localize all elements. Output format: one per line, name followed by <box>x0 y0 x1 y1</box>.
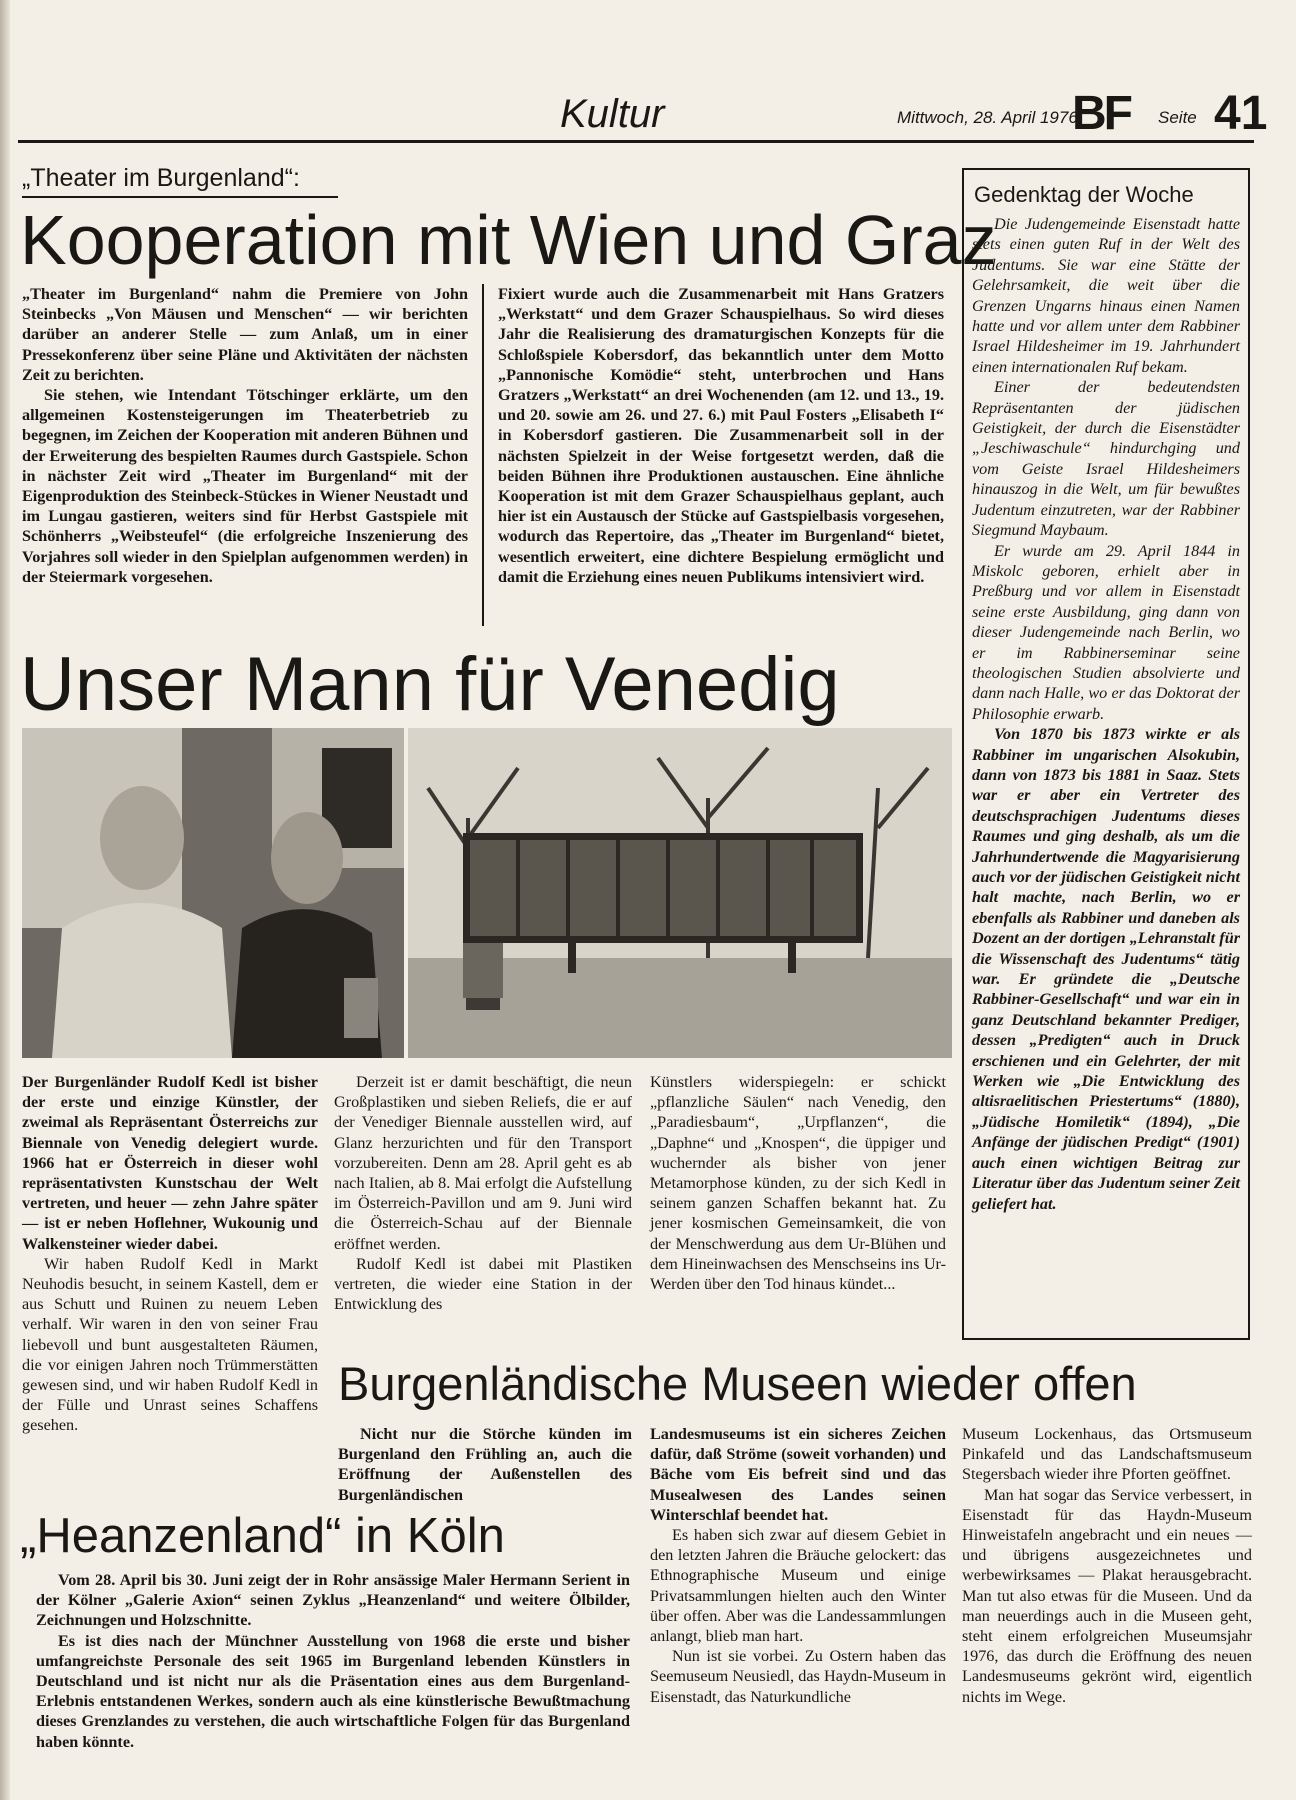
article2-col2-p2: Rudolf Kedl ist dabei mit Plastiken vertreten, die wieder eine Station in der Entwicklung des <box>334 1254 632 1314</box>
sidebar-text <box>972 214 1240 1214</box>
article1-column-1 <box>22 284 468 587</box>
article4-headline: „Heanzenland“ in Köln <box>20 1509 505 1563</box>
article2-col1-p1: Der Burgenländer Rudolf Kedl ist bisher der erste und einzige Künstler, der zweimal als Repräsentant Österreichs zur Biennale von Venedig delegiert wurde. 1966 hat er Österreich in dieser wohl repräsentativsten Kunstschau der Welt vertreten, und heuer — zehn Jahre später — ist er neben Hoflehner, Wukounig und Walkensteiner wieder dabei. <box>22 1073 318 1253</box>
article3-headline: Burgenländische Museen wieder offen <box>338 1357 1137 1410</box>
photo-sculpture-garden <box>408 728 952 1058</box>
article3-column-3 <box>962 1424 1252 1707</box>
article1-col1-p2: Sie stehen, wie Intendant Tötschinger erklärte, um den allgemeinen Kostensteigerungen im Theaterbetrieb zu begegnen, im Zeichen der Kooperation mit anderen Bühnen und der Erweiterung des bespielten Raumes durch Gastspiele. Schon in nächster Zeit wird „Theater im Burgenland“ mit der Eigenproduktion des Steinbeck-Stückes in Wiener Neustadt und im Lungau gastieren, weiters sind für Herbst Gastspiele mit Schönherrs „Weibsteufel“ (die erfolgreiche Inszenierung des Vorjahres soll wieder in den Spielplan aufgenommen werden) in der Steiermark vorgesehen. <box>22 386 468 586</box>
header-rule <box>18 140 1254 143</box>
article3-col2-p2: Es haben sich zwar auf diesem Gebiet in den letzten Jahren die Bräuche gelockert: das Ethnographische Museum und einige Privatsammlungen hielten auch den Winter über offen. Aber was die Landessammlungen anlangt, blieb man hart. <box>650 1526 946 1646</box>
section-title: Kultur <box>560 92 665 136</box>
article1-col2-p1: Fixiert wurde auch die Zusammenarbeit mit Hans Gratzers „Werkstatt“ und dem Grazer Schauspielhaus. So wird dieses Jahr die Realisierung des dramaturgischen Konzepts für die Schloßspiele Kobersdorf, das bekanntlich unter dem Motto „Pannonische Komödie“ steht, unterbrochen und Hans Gratzers „Werkstatt“ an drei Wochenenden (am 12. und 13., 19. und 20. sowie am 26. und 27. 6.) mit Paul Fosters „Elisabeth I“ in Kobersdorf gastieren. Die Zusammenarbeit soll in der nächsten Spielzeit in der Weise fortgesetzt werden, daß die beiden Bühnen ihre Produktionen austauschen. Eine ähnliche Kooperation ist mit dem Grazer Schauspielhaus geplant, auch hier ist ein Austausch der Stücke auf Gastspielbasis vorgesehen, wodurch das Repertoire, das „Theater im Burgenland“ bietet, wesentlich erweitert, eine dichtere Bespielung ermöglicht und damit die Erziehung eines neuen Publikums intensiviert wird. <box>498 285 944 586</box>
article2-col2-p1: Derzeit ist er damit beschäftigt, die neun Großplastiken und sieben Reliefs, die er auf der Venediger Biennale ausstellen wird, auf Glanz herzurichten und für den Transport vorzubereiten. Denn am 28. April geht es ab nach Italien, ab 8. Mai erfolgt die Aufstellung im Österreich-Pavillon und am 9. Juni wird die Österreich-Schau auf der Biennale eröffnet werden. <box>334 1073 632 1253</box>
article1-col1-p1: „Theater im Burgenland“ nahm die Premiere von John Steinbecks „Von Mäusen und Menschen“ — wir berichten darüber an anderer Stelle — zum Anlaß, um in einer Pressekonferenz über seine Pläne und Aktivitäten der nächsten Zeit zu berichten. <box>22 285 468 384</box>
sidebar-title: Gedenktag der Woche <box>974 182 1194 207</box>
sidebar-p2: Einer der bedeutendsten Repräsentanten der jüdischen Geistigkeit, der durch die Eisenstädter „Jeschiwaschule“ hindurchging und vom Geiste Israel Hildesheimers hinauszog in die Welt, um für bewußtes Judentum einzutreten, war der Rabbiner Siegmund Maybaum. <box>972 378 1240 540</box>
article4-p1: Vom 28. April bis 30. Juni zeigt der in Rohr ansässige Maler Hermann Serient in der Kölner „Galerie Axion“ seinen Zyklus „Heanzenland“ und weitere Ölbilder, Zeichnungen und Holzschnitte. <box>36 1571 630 1630</box>
article1-headline: Kooperation mit Wien und Graz <box>20 201 997 279</box>
article2-column-1 <box>22 1072 318 1436</box>
article1-kicker: „Theater im Burgenland“: <box>22 164 300 192</box>
article1-column-2 <box>498 284 944 587</box>
newspaper-logo: BF <box>1072 87 1130 140</box>
article4-body <box>36 1570 630 1752</box>
issue-date: Mittwoch, 28. April 1976 <box>897 108 1078 127</box>
article2-headline: Unser Mann für Venedig <box>20 642 840 727</box>
column-divider <box>482 284 484 626</box>
sidebar-p3: Er wurde am 29. April 1844 in Miskolc geboren, erhielt aber in Preßburg und vor allem in Eisenstadt seine erste Ausbildung, ging dann von dieser Judengemeinde nach Berlin, wo er im Rabbinerseminar seine theologischen Studien absolvierte und dann nach Halle, wo er das Doktorat der Philosophie erwarb. <box>972 541 1240 723</box>
article3-column-1 <box>338 1424 632 1505</box>
article3-col2-p3: Nun ist sie vorbei. Zu Ostern haben das Seemuseum Neusiedl, das Haydn-Museum in Eisenstadt, das Naturkundliche <box>650 1647 946 1706</box>
article4-p2: Es ist dies nach der Münchner Ausstellung von 1968 die erste und bisher umfangreichste Personale des seit 1965 im Burgenland lebenden Künstlers in Deutschland und ist nicht nur als die Präsentation eines aus dem Burgenland-Erlebnis entstandenen Werkes, sondern auch als eine künstlerische Bewußtmachung dieses Grenzlandes zu verstehen, die auch wirtschaftliche Folgen für das Burgenland haben könnte. <box>36 1631 630 1751</box>
page-label: Seite <box>1158 108 1197 127</box>
article2-column-2 <box>334 1072 632 1314</box>
article3-column-2 <box>650 1424 946 1707</box>
article2-col3-p1: Künstlers widerspiegeln: er schickt „pflanzliche Säulen“ nach Venedig, den „Paradiesbaum“, „Urpflanzen“, die „Daphne“ und „Knospen“, die üppiger und wuchernder als bisher von jener Metamorphose künden, zu der sich Kedl in seinem ganzen Schaffen bekannt hat. Zu jener kosmischen Gemeinsamkeit, die von der Menschwerdung aus dem Ur-Blühen und dem Hineinwachsen des Menschseins ins Ur-Werden über den Tod hinaus kündet... <box>650 1073 946 1294</box>
article2-col1-p2: Wir haben Rudolf Kedl in Markt Neuhodis besucht, in seinem Kastell, dem er aus Schutt und Ruinen zu neuem Leben verhalf. Wir waren in den von seiner Frau liebevoll und bunt ausgestalteten Räumen, die vor einigen Jahren noch Trümmerstätten gewesen sind, und wir haben Rudolf Kedl in der Fülle und Unrast seines Schaffens gesehen. <box>22 1254 318 1435</box>
article3-col3-p1: Museum Lockenhaus, das Ortsmuseum Pinkafeld und das Landschaftsmuseum Stegersbach wieder ihre Pforten geöffnet. <box>962 1425 1252 1484</box>
page-binding-shadow <box>0 0 10 1800</box>
photo-artist-portrait <box>22 728 404 1058</box>
article3-col3-p2: Man hat sogar das Service verbessert, in Eisenstadt für das Haydn-Museum Hinweistafeln angebracht und ein neues — und übrigens ausgezeichnetes und werbewirksames — Plakat herausgebracht. Man tut also etwas für die Museen. Und da man neuerdings auch in die Museen geht, steht einem erfolgreichen Museumsjahr 1976, das durch die Eröffnung des neuen Landesmuseums gekrönt wird, eigentlich nichts im Wege. <box>962 1485 1252 1706</box>
sidebar-p1: Die Judengemeinde Eisenstadt hatte stets einen guten Ruf in der Welt des Judentums. Sie war eine Stätte der Gelehrsamkeit, die weit über die Grenzen Ungarns hinaus einen Namen hatte und vor allem unter dem Rabbiner Israel Hildesheimer im 19. Jahrhundert einen internationalen Ruf bekam. <box>972 215 1240 376</box>
article2-column-3 <box>650 1072 946 1294</box>
page-number: 41 <box>1214 87 1268 140</box>
article3-col2-p1: Landesmuseums ist ein sicheres Zeichen dafür, daß Ströme (soweit vorhanden) und Bäche vom Eis befreit sind und das Musealwesen des Landes seinen Winterschlaf beendet hat. <box>650 1425 946 1524</box>
article3-col1-p1: Nicht nur die Störche künden im Burgenland den Frühling an, auch die Eröffnung der Außenstellen des Burgenländischen <box>338 1425 632 1504</box>
sidebar-p4: Von 1870 bis 1873 wirkte er als Rabbiner im ungarischen Alsokubin, dann von 1873 bis 1881 in Saaz. Stets war er aber ein Vertreter des deutschsprachigen Judentums dieses Raumes und ging deshalb, als um die Jahrhundertwende die Magyarisierung auch vor der jüdischen Geistigkeit nicht halt machte, nach Berlin, wo er ebenfalls als Rabbiner und daneben als Dozent an der dortigen „Lehranstalt für die Wissenschaft des Judentums“ tätig war. Er gründete die „Deutsche Rabbiner-Gesellschaft“ und war ein in ganz Deutschland bekannter Prediger, dessen „Predigten“ auch in Druck erschienen und ein Gelehrter, der mit Werken wie „Die Entwicklung des altisraelitischen Priestertums“ (1880), „Jüdische Homiletik“ (1894), „Die Anfänge der jüdischen Predigt“ (1901) auch einen wichtigen Beitrag zur Literatur über das Judentum seiner Zeit geliefert hat. <box>972 725 1240 1213</box>
